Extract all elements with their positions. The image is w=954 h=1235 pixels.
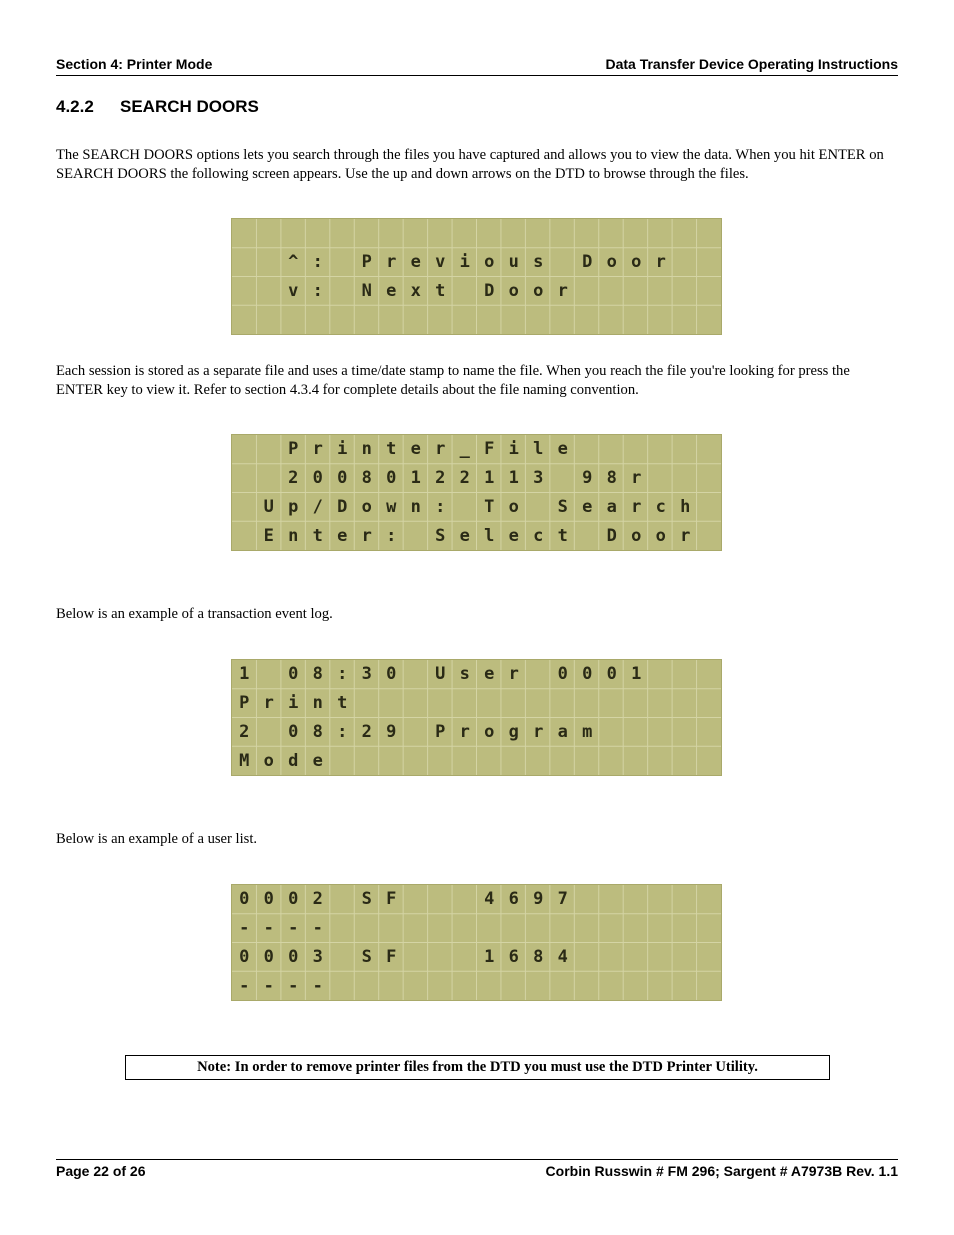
lcd-char: 0 <box>288 664 299 684</box>
lcd-char: v <box>435 252 446 272</box>
lcd-char: - <box>288 918 299 938</box>
lcd-char: : <box>312 281 323 301</box>
lcd-char: 0 <box>239 889 250 909</box>
lcd-char: 2 <box>288 468 299 488</box>
lcd-char: 1 <box>484 947 495 967</box>
lcd-char: t <box>312 526 323 546</box>
lcd-char: p <box>288 497 299 517</box>
lcd-char: o <box>606 252 617 272</box>
lcd-char: e <box>582 497 593 517</box>
lcd-row <box>232 435 721 464</box>
intro-paragraph: The SEARCH DOORS options lets you search through the files you have captured and allows you to view the data. When you hit ENTER on SEARCH DOORS the following screen appears. Use the up and down arrows on the DTD to browse through the files. <box>56 147 884 182</box>
lcd-char: 4 <box>484 889 495 909</box>
lcd-char: r <box>655 252 666 272</box>
page-footer <box>56 1159 898 1182</box>
lcd-char: 0 <box>239 947 250 967</box>
lcd-text <box>232 435 721 550</box>
lcd-char: o <box>533 281 544 301</box>
lcd-char: l <box>533 439 544 459</box>
lcd-char: 3 <box>533 468 544 488</box>
lcd-char: c <box>533 526 544 546</box>
lcd-char: 0 <box>288 947 299 967</box>
lcd-char: o <box>508 281 519 301</box>
lcd-char: r <box>459 722 470 742</box>
lcd-char: e <box>337 526 348 546</box>
lcd-char: 0 <box>288 889 299 909</box>
lcd-char: s <box>533 252 544 272</box>
lcd-char: / <box>312 497 323 517</box>
lcd-search-doors <box>231 218 722 335</box>
lcd-char: : <box>337 664 348 684</box>
lcd-char: n <box>288 526 299 546</box>
lcd-char: r <box>533 722 544 742</box>
lcd-char: 1 <box>484 468 495 488</box>
lcd-row <box>232 689 721 718</box>
lcd-char: 1 <box>508 468 519 488</box>
lcd-char: - <box>263 976 274 996</box>
lcd-char: r <box>312 439 323 459</box>
lcd-char: n <box>410 497 421 517</box>
section-heading <box>56 97 259 117</box>
lcd-char: : <box>337 722 348 742</box>
lcd-char: l <box>484 526 495 546</box>
lcd-char: e <box>557 439 568 459</box>
lcd-char: 8 <box>533 947 544 967</box>
lcd-char: r <box>435 439 446 459</box>
lcd-char: i <box>459 252 470 272</box>
lcd-char: D <box>484 281 495 301</box>
lcd-char: 9 <box>582 468 593 488</box>
lcd-row <box>232 248 721 277</box>
lcd-char: i <box>288 693 299 713</box>
lcd-char: 8 <box>606 468 617 488</box>
lcd-char: t <box>557 526 568 546</box>
lcd-row <box>232 522 721 551</box>
lcd-char: - <box>312 918 323 938</box>
lcd-char: t <box>386 439 397 459</box>
lcd-char: r <box>557 281 568 301</box>
lcd-char: F <box>386 889 397 909</box>
lcd-char: S <box>361 947 372 967</box>
lcd-char: 0 <box>606 664 617 684</box>
lcd-char: - <box>239 918 250 938</box>
lcd-char: - <box>263 918 274 938</box>
lcd-char: 1 <box>631 664 642 684</box>
lcd-char: v <box>288 281 299 301</box>
lcd-char: 0 <box>386 468 397 488</box>
lcd-char: 0 <box>312 468 323 488</box>
lcd-char: r <box>680 526 691 546</box>
lcd-char: 2 <box>459 468 470 488</box>
lcd-char: n <box>312 693 323 713</box>
header-doc-title: Data Transfer Device Operating Instructions <box>605 56 898 72</box>
lcd-char: o <box>484 252 495 272</box>
header-section: Section 4: Printer Mode <box>56 56 213 72</box>
lcd-char: : <box>312 252 323 272</box>
lcd-char: o <box>263 751 274 771</box>
lcd-char: e <box>410 439 421 459</box>
lcd-char: 4 <box>557 947 568 967</box>
lcd-char: 0 <box>557 664 568 684</box>
lcd-row <box>232 306 721 335</box>
lcd-char: U <box>263 497 274 517</box>
lcd-char: 3 <box>312 947 323 967</box>
lcd-char: r <box>508 664 519 684</box>
lcd-char: a <box>606 497 617 517</box>
lcd-char: r <box>263 693 274 713</box>
lcd-char: 9 <box>386 722 397 742</box>
lcd-char: 8 <box>312 722 323 742</box>
lcd-char: 2 <box>361 722 372 742</box>
lcd-char: a <box>557 722 568 742</box>
lcd-char: u <box>508 252 519 272</box>
lcd-char: e <box>484 664 495 684</box>
lcd-text <box>232 885 721 1000</box>
lcd-char: _ <box>459 439 470 459</box>
lcd-char: 6 <box>508 947 519 967</box>
lcd-char: r <box>631 497 642 517</box>
lcd-char: ^ <box>288 252 299 272</box>
lcd-char: M <box>239 751 250 771</box>
user-list-paragraph: Below is an example of a user list. <box>56 831 258 847</box>
lcd-char: P <box>288 439 299 459</box>
lcd-char: - <box>239 976 250 996</box>
lcd-char: F <box>484 439 495 459</box>
lcd-char: s <box>459 664 470 684</box>
lcd-char: o <box>655 526 666 546</box>
lcd-char: 2 <box>435 468 446 488</box>
lcd-char: D <box>582 252 593 272</box>
lcd-char: S <box>557 497 568 517</box>
lcd-char: 1 <box>410 468 421 488</box>
lcd-char: g <box>508 722 519 742</box>
lcd-char: 3 <box>361 664 372 684</box>
lcd-char: : <box>435 497 446 517</box>
lcd-char: 0 <box>582 664 593 684</box>
lcd-row <box>232 885 721 914</box>
lcd-printer-file <box>231 434 722 551</box>
lcd-char: 0 <box>386 664 397 684</box>
section-number: 4.2.2 <box>56 97 94 116</box>
lcd-row <box>232 493 721 522</box>
page-header <box>56 56 898 76</box>
lcd-text <box>232 219 721 334</box>
lcd-char: w <box>386 497 397 517</box>
lcd-text <box>232 660 721 775</box>
lcd-user-list <box>231 884 722 1001</box>
lcd-char: o <box>484 722 495 742</box>
lcd-char: 0 <box>288 722 299 742</box>
footer-product-ref: Corbin Russwin # FM 296; Sargent # A7973B Rev. 1.1 <box>545 1163 898 1179</box>
lcd-char: x <box>410 281 421 301</box>
lcd-char: i <box>337 439 348 459</box>
lcd-char: 8 <box>312 664 323 684</box>
lcd-char: r <box>361 526 372 546</box>
lcd-char: 2 <box>312 889 323 909</box>
lcd-char: S <box>435 526 446 546</box>
lcd-row <box>232 718 721 747</box>
lcd-char: 0 <box>263 947 274 967</box>
lcd-char: F <box>386 947 397 967</box>
lcd-char: t <box>435 281 446 301</box>
lcd-row <box>232 660 721 689</box>
event-log-paragraph: Below is an example of a transaction event log. <box>56 606 333 622</box>
lcd-row <box>232 747 721 776</box>
lcd-row <box>232 914 721 943</box>
lcd-char: P <box>435 722 446 742</box>
lcd-char: c <box>655 497 666 517</box>
lcd-char: r <box>386 252 397 272</box>
lcd-char: 1 <box>239 664 250 684</box>
lcd-char: - <box>288 976 299 996</box>
lcd-char: r <box>631 468 642 488</box>
lcd-char: 2 <box>239 722 250 742</box>
lcd-char: e <box>508 526 519 546</box>
lcd-char: h <box>680 497 691 517</box>
lcd-char: 8 <box>361 468 372 488</box>
lcd-char: U <box>435 664 446 684</box>
lcd-char: 7 <box>557 889 568 909</box>
section-title: SEARCH DOORS <box>120 97 259 116</box>
lcd-char: o <box>631 252 642 272</box>
lcd-row <box>232 943 721 972</box>
lcd-char: m <box>582 722 593 742</box>
lcd-char: D <box>337 497 348 517</box>
lcd-char: T <box>484 497 495 517</box>
lcd-char: d <box>288 751 299 771</box>
lcd-char: D <box>606 526 617 546</box>
lcd-char: e <box>312 751 323 771</box>
lcd-char: o <box>631 526 642 546</box>
lcd-char: 9 <box>533 889 544 909</box>
lcd-char: e <box>459 526 470 546</box>
footer-page-number: Page 22 of 26 <box>56 1163 146 1179</box>
lcd-char: P <box>239 693 250 713</box>
session-paragraph: Each session is stored as a separate file and uses a time/date stamp to name the file. When you reach the file you're looking for press the ENTER key to view it. Refer to section 4.3.4 for complete details about the file naming convention. <box>56 363 850 398</box>
lcd-char: e <box>386 281 397 301</box>
lcd-row <box>232 277 721 306</box>
lcd-row <box>232 464 721 493</box>
lcd-char: t <box>337 693 348 713</box>
lcd-char: 0 <box>337 468 348 488</box>
lcd-char: e <box>410 252 421 272</box>
lcd-char: S <box>361 889 372 909</box>
lcd-char: o <box>361 497 372 517</box>
lcd-event-log <box>231 659 722 776</box>
lcd-char: 0 <box>263 889 274 909</box>
lcd-row <box>232 972 721 1001</box>
lcd-char: P <box>361 252 372 272</box>
lcd-char: i <box>508 439 519 459</box>
lcd-char: N <box>361 281 372 301</box>
lcd-char: : <box>386 526 397 546</box>
lcd-char: n <box>361 439 372 459</box>
lcd-row <box>232 219 721 248</box>
lcd-char: E <box>263 526 274 546</box>
lcd-char: o <box>508 497 519 517</box>
lcd-char: 6 <box>508 889 519 909</box>
note-box: Note: In order to remove printer files from the DTD you must use the DTD Printer Utility. <box>125 1055 830 1080</box>
lcd-char: - <box>312 976 323 996</box>
